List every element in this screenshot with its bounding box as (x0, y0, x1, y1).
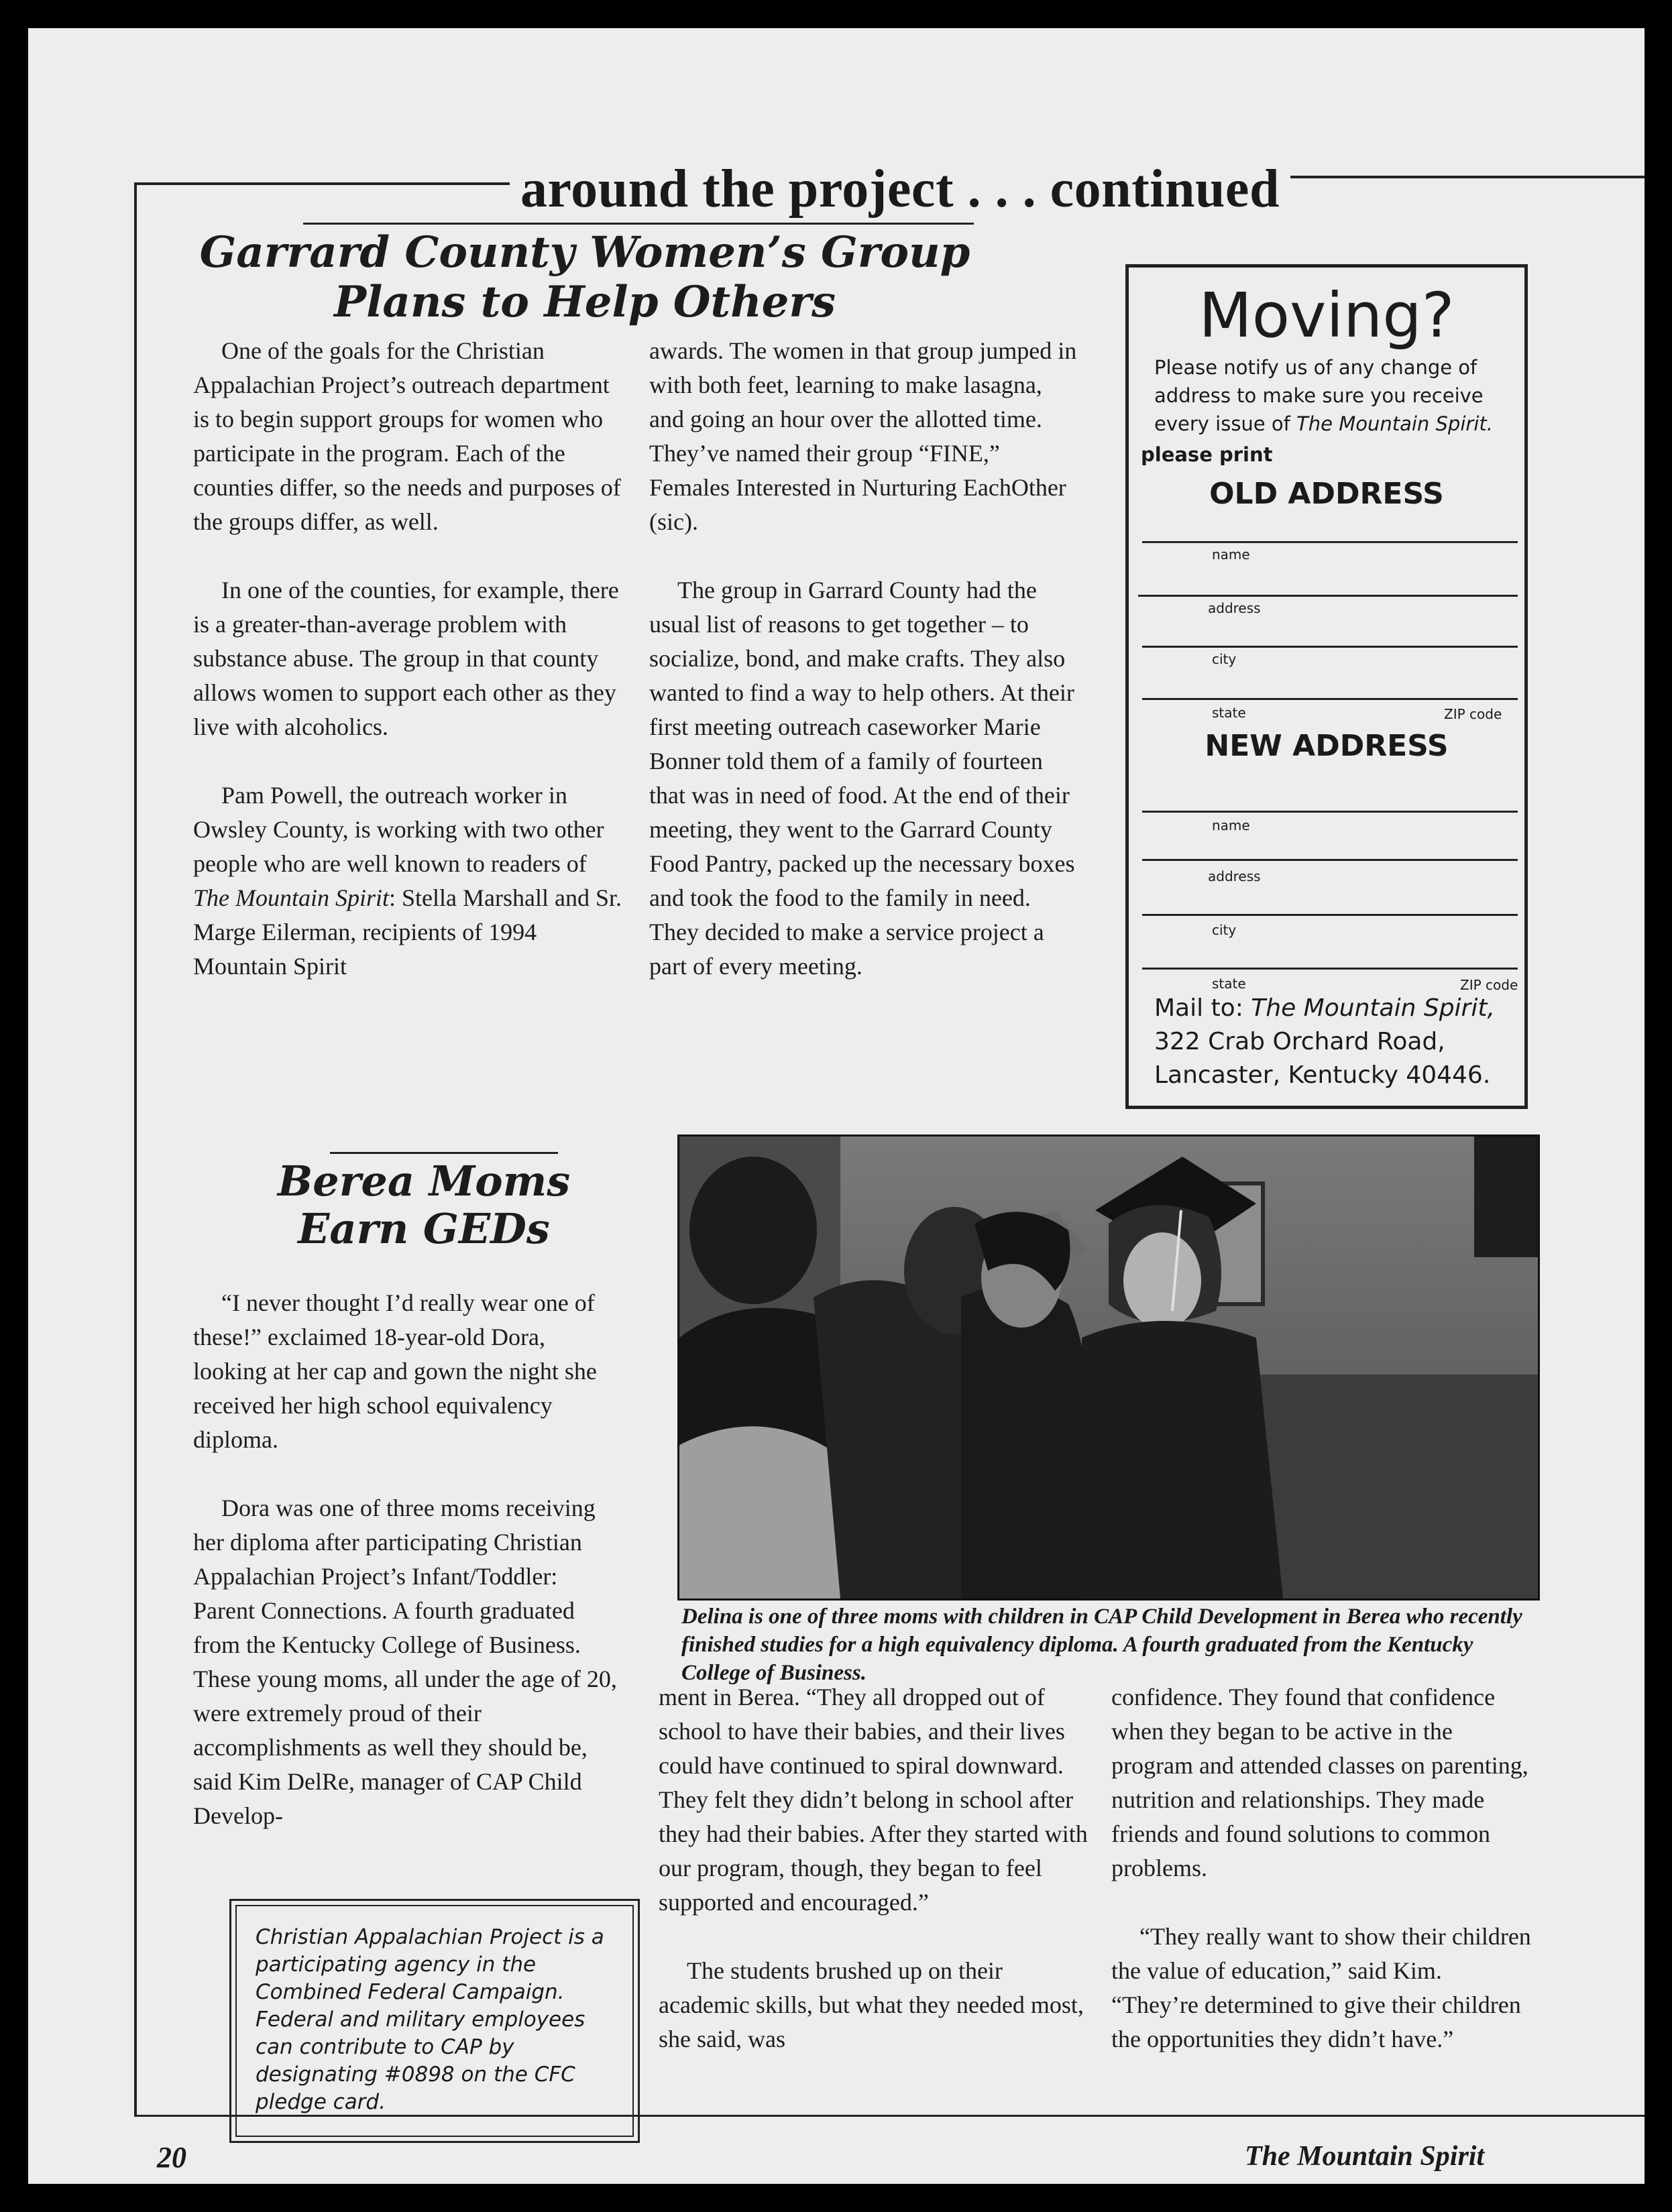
photo-caption: Delina is one of three moms with children in CAP Child Development in Berea who recently finished studies for a high equivalency diploma. A fourth graduated from the Kentucky College of Business. (681, 1605, 1522, 1685)
text-run: Please notify us of any change of address to make sure you receive every issue of (1154, 356, 1484, 435)
new-state-zip-line[interactable] (1142, 968, 1518, 970)
please-print-label: please print (1141, 443, 1273, 466)
article2-paragraph: “They really want to show their children the value of education,” said Kim. “They’re determined to give their children the opportunities they didn’t have.” (1111, 1923, 1531, 2052)
new-address-heading: NEW ADDRESS (1205, 729, 1449, 763)
header-rule-left (134, 182, 510, 185)
article2-column2 (659, 1680, 1088, 2056)
article2-column1 (193, 1286, 622, 1833)
article1-paragraph: One of the goals for the Christian Appalachian Project’s outreach department is to begin support groups for women who participate in the program. Each of the counties differ, so the needs and purposes of the groups differ, as well. (193, 337, 621, 535)
new-address-line[interactable] (1142, 859, 1518, 861)
headline-rule-1 (303, 223, 974, 225)
graduation-photo (677, 1134, 1540, 1600)
new-zip-label: ZIP code (1460, 977, 1518, 993)
old-state-label: state (1212, 705, 1246, 721)
old-city-line[interactable] (1142, 646, 1518, 648)
mail-line-3: Lancaster, Kentucky 40446. (1154, 1061, 1491, 1089)
article1-paragraph: In one of the counties, for example, there is a greater-than-average problem with substance abuse. The group in that county allows women to support each other as they live with alcoholics. (193, 577, 619, 740)
old-state-zip-line[interactable] (1142, 698, 1518, 700)
text-run: Mail to: (1154, 994, 1251, 1022)
article2-headline-line1: Berea Moms (277, 1157, 571, 1206)
article1-column1 (193, 334, 622, 984)
new-city-label: city (1212, 922, 1237, 938)
text-run: Pam Powell, the outreach worker in Owsley County, is working with two other people who are well known to readers of (193, 782, 604, 877)
moving-title: Moving? (1199, 280, 1455, 351)
header-rule-right (1290, 176, 1645, 178)
article1-headline (196, 228, 974, 327)
mail-to-address (1154, 992, 1495, 1092)
article2-headline (196, 1157, 652, 1253)
publication-footer: The Mountain Spirit (1245, 2141, 1485, 2172)
article2-column3 (1111, 1680, 1534, 2056)
new-name-label: name (1212, 817, 1250, 833)
article2-paragraph: The students brushed up on their academic skills, but what they needed most, she said, was (659, 1957, 1084, 2052)
old-address-label: address (1208, 600, 1261, 616)
old-zip-label: ZIP code (1444, 706, 1502, 722)
old-name-line[interactable] (1142, 541, 1518, 543)
cfc-notice-text: Christian Appalachian Project is a participating agency in the Combined Federal Campaign. Federal and military employees can contribute to CAP by designating #0898 on the CFC pledge card. (235, 1905, 634, 2137)
publication-name: The Mountain Spirit. (1296, 412, 1493, 435)
article2-paragraph: “I never thought I’d really wear one of these!” exclaimed 18-year-old Dora, looking at her cap and gown the night she received her high school equivalency diploma. (193, 1289, 597, 1453)
article2-paragraph: Dora was one of three moms receiving her diploma after participating Christian Appalachian Project’s Infant/Toddler: Parent Connections. A fourth graduated from the Kentucky College of Business. These young moms, all under the age of 20, were extremely proud of their accomplishments as well they should be, said Kim DelRe, manager of CAP Child Develop- (193, 1495, 617, 1829)
article1-column2 (649, 334, 1078, 984)
article2-paragraph: confidence. They found that confidence when they began to be active in the program and attended classes on parenting, nutrition and relationships. They made friends and found solutions to common problems. (1111, 1684, 1528, 1881)
text-run: : Stella Marshall and Sr. Marge Eilerman, recipients of 1994 Mountain Spirit (193, 884, 622, 980)
old-address-heading: OLD ADDRESS (1209, 477, 1444, 511)
page-number: 20 (157, 2141, 186, 2174)
new-address-label: address (1208, 868, 1261, 884)
article1-paragraph: awards. The women in that group jumped in with both feet, learning to make lasagna, and going an hour over the allotted time. They’ve named their group “FINE,” Females Interested in Nurturing EachOther (sic). (649, 337, 1077, 535)
moving-address-form (1125, 264, 1528, 1109)
article1-paragraph (193, 778, 622, 984)
headline-rule-2 (330, 1152, 558, 1154)
article1-headline-line2: Plans to Help Others (333, 276, 836, 327)
new-state-label: state (1212, 976, 1246, 992)
publication-name: The Mountain Spirit (193, 884, 390, 911)
article1-paragraph: The group in Garrard County had the usual list of reasons to get together – to socialize, bond, and make crafts. They also wanted to find a way to help others. At their first meeting outreach caseworker Marie Bonner told them of a family of fourteen that was in need of food. At the end of their meeting, they went to the Garrard County Food Pantry, packed up the necessary boxes and took the food to the family in need. They decided to make a service project a part of every meeting. (649, 577, 1075, 980)
article1-headline-line1: Garrard County Women’s Group (199, 227, 970, 278)
old-address-line[interactable] (1138, 595, 1518, 597)
photo-illustration (679, 1137, 1538, 1598)
publication-name: The Mountain Spirit, (1251, 994, 1495, 1022)
old-city-label: city (1212, 651, 1237, 667)
new-name-line[interactable] (1142, 811, 1518, 813)
article2-headline-line2: Earn GEDs (298, 1204, 550, 1254)
frame-left-rule (134, 182, 137, 2117)
new-city-line[interactable] (1142, 914, 1518, 916)
section-header: around the project . . . continued (520, 160, 1280, 219)
mail-line-1 (1154, 992, 1495, 1025)
moving-intro (1154, 353, 1516, 438)
mail-line-2: 322 Crab Orchard Road, (1154, 1028, 1445, 1055)
article2-paragraph: ment in Berea. “They all dropped out of school to have their babies, and their lives could have continued to spiral downward. They felt they didn’t belong in school after they had their babies. After they started with our program, though, they began to feel supported and encouraged.” (659, 1684, 1088, 1916)
magazine-page (28, 28, 1645, 2184)
old-name-label: name (1212, 546, 1250, 563)
cfc-notice-box (229, 1899, 640, 2143)
